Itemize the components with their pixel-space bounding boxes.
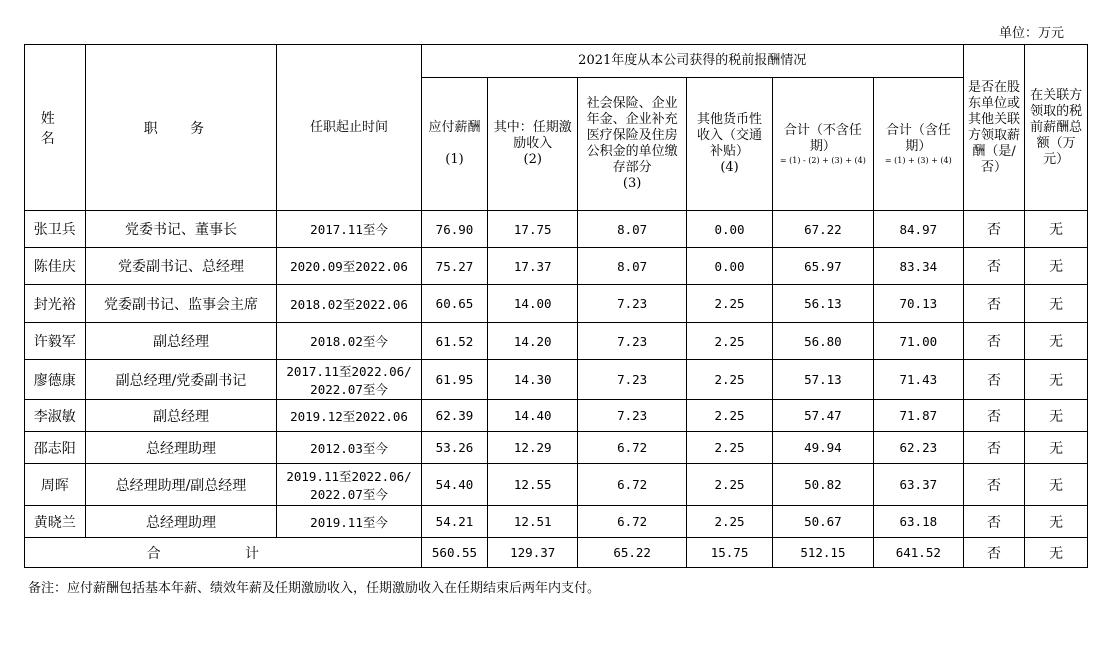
table-row bbox=[25, 360, 1088, 400]
cell-position: 党委书记、董事长 bbox=[85, 211, 277, 248]
cell-position: 党委副书记、监事会主席 bbox=[85, 285, 277, 323]
cell-social: 8.07 bbox=[578, 211, 687, 248]
total-related-amount: 无 bbox=[1025, 538, 1088, 568]
footnote: 备注：应付薪酬包括基本年薪、绩效年薪及任期激励收入，任期激励收入在任期结束后两年内支付。 bbox=[28, 581, 601, 596]
cell-social: 7.23 bbox=[578, 323, 687, 360]
cell-other: 2.25 bbox=[687, 285, 773, 323]
cell-name: 李淑敏 bbox=[25, 400, 86, 432]
cell-related: 否 bbox=[963, 285, 1025, 323]
cell-total-incl: 83.34 bbox=[873, 248, 963, 285]
cell-incentive: 14.00 bbox=[488, 285, 578, 323]
total-incentive: 129.37 bbox=[488, 538, 578, 568]
cell-related: 否 bbox=[963, 211, 1025, 248]
cell-total-excl: 49.94 bbox=[772, 432, 873, 464]
cell-payable: 61.95 bbox=[421, 360, 488, 400]
compensation-table bbox=[24, 44, 1088, 568]
cell-incentive: 12.51 bbox=[488, 506, 578, 538]
cell-term: 2019.12至2022.06 bbox=[277, 400, 421, 432]
cell-total-excl: 57.47 bbox=[772, 400, 873, 432]
cell-payable: 61.52 bbox=[421, 323, 488, 360]
cell-total-excl: 56.80 bbox=[772, 323, 873, 360]
cell-social: 7.23 bbox=[578, 360, 687, 400]
table-row bbox=[25, 464, 1088, 506]
cell-related-amount: 无 bbox=[1025, 360, 1088, 400]
cell-related-amount: 无 bbox=[1025, 248, 1088, 285]
cell-incentive: 17.37 bbox=[488, 248, 578, 285]
cell-other: 2.25 bbox=[687, 464, 773, 506]
cell-related-amount: 无 bbox=[1025, 506, 1088, 538]
cell-other: 2.25 bbox=[687, 400, 773, 432]
cell-position: 副总经理 bbox=[85, 400, 277, 432]
cell-incentive: 14.30 bbox=[488, 360, 578, 400]
table-row bbox=[25, 506, 1088, 538]
table-row bbox=[25, 285, 1088, 323]
cell-term: 2019.11至2022.06/ 2022.07至今 bbox=[277, 464, 421, 506]
cell-name: 陈佳庆 bbox=[25, 248, 86, 285]
cell-name: 周晖 bbox=[25, 464, 86, 506]
cell-related-amount: 无 bbox=[1025, 285, 1088, 323]
cell-social: 6.72 bbox=[578, 506, 687, 538]
cell-total-excl: 65.97 bbox=[772, 248, 873, 285]
total-other: 15.75 bbox=[687, 538, 773, 568]
cell-total-incl: 63.18 bbox=[873, 506, 963, 538]
total-total-excl: 512.15 bbox=[772, 538, 873, 568]
cell-position: 党委副书记、总经理 bbox=[85, 248, 277, 285]
header-name: 姓 名 bbox=[25, 45, 86, 211]
cell-related: 否 bbox=[963, 506, 1025, 538]
cell-other: 2.25 bbox=[687, 360, 773, 400]
cell-total-incl: 70.13 bbox=[873, 285, 963, 323]
cell-social: 7.23 bbox=[578, 400, 687, 432]
cell-total-incl: 63.37 bbox=[873, 464, 963, 506]
cell-related: 否 bbox=[963, 464, 1025, 506]
table-row bbox=[25, 248, 1088, 285]
cell-position: 总经理助理 bbox=[85, 432, 277, 464]
cell-total-excl: 67.22 bbox=[772, 211, 873, 248]
total-total-incl: 641.52 bbox=[873, 538, 963, 568]
cell-social: 6.72 bbox=[578, 464, 687, 506]
cell-other: 2.25 bbox=[687, 323, 773, 360]
cell-total-excl: 56.13 bbox=[772, 285, 873, 323]
cell-payable: 75.27 bbox=[421, 248, 488, 285]
cell-total-incl: 62.23 bbox=[873, 432, 963, 464]
header-related-shareholder: 是否在股东单位或其他关联方领取薪酬（是/否） bbox=[963, 45, 1025, 211]
cell-name: 邵志阳 bbox=[25, 432, 86, 464]
cell-payable: 76.90 bbox=[421, 211, 488, 248]
header-group: 2021年度从本公司获得的税前报酬情况 bbox=[421, 45, 963, 78]
cell-name: 张卫兵 bbox=[25, 211, 86, 248]
cell-total-incl: 71.43 bbox=[873, 360, 963, 400]
cell-social: 6.72 bbox=[578, 432, 687, 464]
table-row bbox=[25, 432, 1088, 464]
cell-term: 2018.02至2022.06 bbox=[277, 285, 421, 323]
cell-position: 副总经理 bbox=[85, 323, 277, 360]
cell-total-excl: 57.13 bbox=[772, 360, 873, 400]
cell-other: 0.00 bbox=[687, 211, 773, 248]
cell-related-amount: 无 bbox=[1025, 323, 1088, 360]
header-term: 任职起止时间 bbox=[277, 45, 421, 211]
cell-related: 否 bbox=[963, 400, 1025, 432]
cell-name: 廖德康 bbox=[25, 360, 86, 400]
total-label: 合 计 bbox=[25, 538, 422, 568]
cell-incentive: 14.40 bbox=[488, 400, 578, 432]
header-other: 其他货币性收入（交通补贴） (4) bbox=[687, 78, 773, 211]
unit-label: 单位：万元 bbox=[998, 26, 1064, 41]
total-social: 65.22 bbox=[578, 538, 687, 568]
cell-term: 2018.02至今 bbox=[277, 323, 421, 360]
table-row bbox=[25, 400, 1088, 432]
cell-related: 否 bbox=[963, 432, 1025, 464]
table-row bbox=[25, 323, 1088, 360]
cell-term: 2017.11至今 bbox=[277, 211, 421, 248]
header-related-amount: 在关联方领取的税前薪酬总额（万元） bbox=[1025, 45, 1088, 211]
cell-position: 副总经理/党委副书记 bbox=[85, 360, 277, 400]
header-position: 职 务 bbox=[85, 45, 277, 211]
cell-related-amount: 无 bbox=[1025, 464, 1088, 506]
cell-payable: 53.26 bbox=[421, 432, 488, 464]
cell-term: 2020.09至2022.06 bbox=[277, 248, 421, 285]
table-row bbox=[25, 211, 1088, 248]
cell-related-amount: 无 bbox=[1025, 432, 1088, 464]
total-payable: 560.55 bbox=[421, 538, 488, 568]
cell-social: 8.07 bbox=[578, 248, 687, 285]
cell-position: 总经理助理 bbox=[85, 506, 277, 538]
cell-other: 2.25 bbox=[687, 506, 773, 538]
cell-position: 总经理助理/副总经理 bbox=[85, 464, 277, 506]
cell-total-incl: 84.97 bbox=[873, 211, 963, 248]
cell-total-excl: 50.82 bbox=[772, 464, 873, 506]
cell-term: 2017.11至2022.06/ 2022.07至今 bbox=[277, 360, 421, 400]
table-body bbox=[25, 211, 1088, 568]
total-related: 否 bbox=[963, 538, 1025, 568]
cell-related: 否 bbox=[963, 360, 1025, 400]
cell-related: 否 bbox=[963, 248, 1025, 285]
header-social: 社会保险、企业年金、企业补充医疗保险及住房公积金的单位缴存部分 (3) bbox=[578, 78, 687, 211]
header-total-excl: 合计（不含任期） = (1) - (2) + (3) + (4) bbox=[772, 78, 873, 211]
cell-total-incl: 71.87 bbox=[873, 400, 963, 432]
cell-name: 黄晓兰 bbox=[25, 506, 86, 538]
cell-incentive: 12.55 bbox=[488, 464, 578, 506]
cell-name: 许毅军 bbox=[25, 323, 86, 360]
cell-term: 2012.03至今 bbox=[277, 432, 421, 464]
cell-name: 封光裕 bbox=[25, 285, 86, 323]
cell-payable: 54.40 bbox=[421, 464, 488, 506]
cell-incentive: 17.75 bbox=[488, 211, 578, 248]
cell-other: 0.00 bbox=[687, 248, 773, 285]
header-total-incl: 合计（含任期） = (1) + (3) + (4) bbox=[873, 78, 963, 211]
cell-payable: 60.65 bbox=[421, 285, 488, 323]
total-row bbox=[25, 538, 1088, 568]
cell-related-amount: 无 bbox=[1025, 211, 1088, 248]
cell-other: 2.25 bbox=[687, 432, 773, 464]
cell-related: 否 bbox=[963, 323, 1025, 360]
cell-payable: 62.39 bbox=[421, 400, 488, 432]
cell-related-amount: 无 bbox=[1025, 400, 1088, 432]
cell-total-incl: 71.00 bbox=[873, 323, 963, 360]
header-incentive: 其中：任期激励收入 (2) bbox=[488, 78, 578, 211]
cell-incentive: 14.20 bbox=[488, 323, 578, 360]
cell-incentive: 12.29 bbox=[488, 432, 578, 464]
cell-payable: 54.21 bbox=[421, 506, 488, 538]
cell-social: 7.23 bbox=[578, 285, 687, 323]
cell-total-excl: 50.67 bbox=[772, 506, 873, 538]
cell-term: 2019.11至今 bbox=[277, 506, 421, 538]
header-payable: 应付薪酬 (1) bbox=[421, 78, 488, 211]
